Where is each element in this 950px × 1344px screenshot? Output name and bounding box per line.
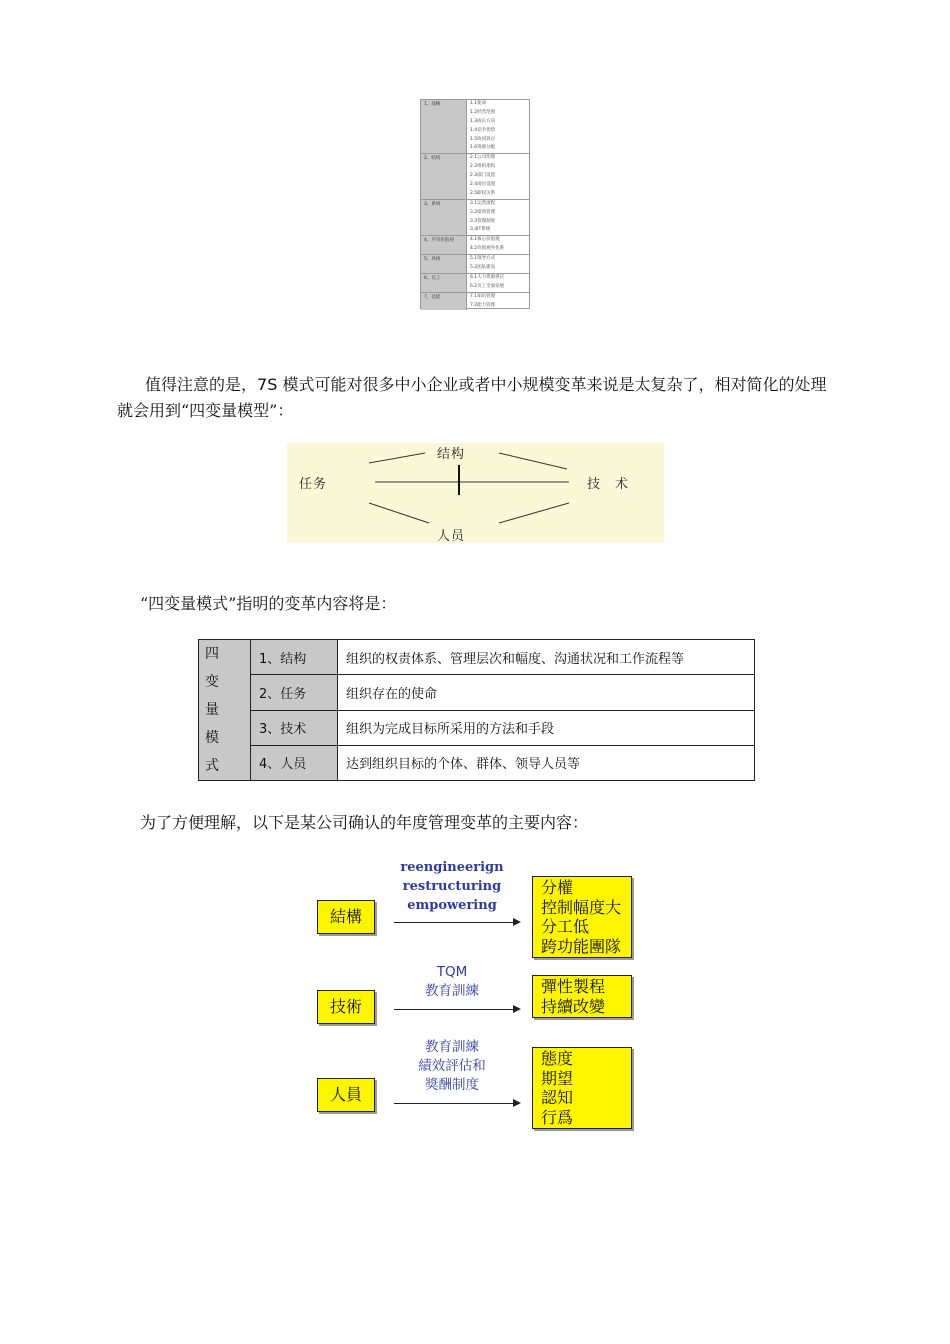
row-number-cell: 3、技术 xyxy=(251,710,338,745)
s7-group xyxy=(421,292,529,311)
row-description-cell: 组织的权责体系、管理层次和幅度、沟通状况和工作流程等 xyxy=(338,640,755,675)
result-line: 認知 xyxy=(541,1088,574,1107)
source-box-people: 人員 xyxy=(317,1078,375,1112)
paragraph-7s-note xyxy=(117,372,837,424)
row-description-cell: 达到组织目标的个体、群体、领导人员等 xyxy=(338,745,755,780)
s7-item: 1.5协同效应 xyxy=(470,136,496,142)
means-line: empowering xyxy=(407,898,497,913)
s7-item: 3.3管理制度 xyxy=(470,218,496,224)
s7-group xyxy=(421,100,529,153)
s7-item: 5.1领导方式 xyxy=(470,256,496,262)
result-line: 分工低 xyxy=(541,917,590,936)
s7-item: 2.3部门设置 xyxy=(470,173,496,179)
line-structure-tech xyxy=(499,453,567,469)
means-line: 績效評估和 xyxy=(418,1058,486,1074)
four-variable-table xyxy=(198,639,755,781)
s7-item: 2.1公司治理 xyxy=(470,155,496,161)
s7-item: 1.6资源分配 xyxy=(470,145,496,151)
result-box-structure xyxy=(532,876,632,958)
s7-item: 2.2组织架构 xyxy=(470,164,496,170)
means-structure xyxy=(382,858,522,915)
s7-item: 1.1使命 xyxy=(470,101,487,106)
s7-item: 3.4IT系统 xyxy=(470,227,491,233)
means-line: TQM xyxy=(436,964,468,980)
s7-group-name: 4、共享价值观 xyxy=(421,236,467,254)
row-description-cell: 组织为完成目标所采用的方法和手段 xyxy=(338,710,755,745)
s7-item: 3.2绩效管理 xyxy=(470,209,496,215)
table-row xyxy=(199,710,755,745)
s7-group xyxy=(421,153,529,198)
s7-item: 1.3成长方向 xyxy=(470,118,496,124)
label-technology: 技 术 xyxy=(587,477,630,492)
four-variable-lines xyxy=(287,443,664,543)
label-people: 人员 xyxy=(437,529,466,544)
label-structure: 结构 xyxy=(437,447,466,462)
s7-item: 2.4岗位设置 xyxy=(470,182,496,188)
means-line: 獎酬制度 xyxy=(425,1077,479,1093)
result-line: 態度 xyxy=(541,1049,574,1068)
table-row xyxy=(199,640,755,675)
four-variable-diagram xyxy=(287,443,664,543)
s7-item: 1.2经营范围 xyxy=(470,109,496,115)
s7-item: 6.1人力资源供应 xyxy=(470,274,505,280)
s7-item: 4.2价值观外化系 xyxy=(470,246,505,252)
paragraph-annual-change-intro: 为了方便理解，以下是某公司确认的年度管理变革的主要内容： xyxy=(140,813,589,832)
paragraph-7s-label: 7S xyxy=(257,375,278,394)
s7-group xyxy=(421,199,529,236)
s7-group-items xyxy=(467,154,529,198)
line-task-structure xyxy=(369,453,425,463)
result-line: 控制幅度大 xyxy=(541,897,622,917)
label-task: 任务 xyxy=(299,477,328,492)
result-line: 持續改變 xyxy=(541,996,606,1016)
result-line: 分權 xyxy=(541,878,574,897)
s7-group-items xyxy=(467,100,529,153)
source-box-technology: 技術 xyxy=(317,990,375,1024)
change-diagram xyxy=(300,855,650,1130)
s7-group-items xyxy=(467,236,529,254)
means-technology xyxy=(382,963,522,1001)
paragraph-four-variable-intro: “四变量模式”指明的变革内容将是： xyxy=(140,594,397,613)
s7-group-name: 3、系统 xyxy=(421,200,467,236)
s7-group-name: 6、员工 xyxy=(421,274,467,292)
s7-group-items xyxy=(467,200,529,236)
means-line: 教育訓練 xyxy=(425,983,479,999)
s7-item: 4.1核心价值观 xyxy=(470,237,500,243)
table-row xyxy=(199,745,755,780)
s7-group-name: 2、结构 xyxy=(421,154,467,198)
s7-group-name: 1、战略 xyxy=(421,100,467,153)
seven-s-table xyxy=(420,99,530,309)
result-box-people xyxy=(532,1047,632,1129)
table-header-cell: 四变量模式 xyxy=(199,640,251,781)
s7-group-name: 5、风格 xyxy=(421,255,467,273)
s7-group xyxy=(421,235,529,254)
s7-item: 7.2能力管理 xyxy=(470,302,496,308)
source-box-structure: 結構 xyxy=(317,900,375,934)
arrow-technology xyxy=(394,1009,518,1010)
result-line: 期望 xyxy=(541,1068,574,1088)
means-line: restructuring xyxy=(402,879,502,894)
result-line: 行爲 xyxy=(541,1107,574,1127)
arrow-people xyxy=(394,1103,518,1104)
line-people-tech xyxy=(499,503,569,523)
s7-item: 7.1知识管理 xyxy=(470,293,496,299)
paragraph-7s-note-post: 模式可能对很多中小企业或者中小规模变革来说是太复杂了，相对简化的处理就会用到“四变量模型”： xyxy=(117,375,827,420)
s7-group xyxy=(421,254,529,273)
arrow-structure xyxy=(394,922,518,923)
s7-item: 3.1运营流程 xyxy=(470,200,496,206)
s7-item: 1.4竞争优势 xyxy=(470,127,496,133)
result-line: 彈性製程 xyxy=(541,977,606,996)
result-line: 跨功能團隊 xyxy=(541,936,622,956)
row-description-cell: 组织存在的使命 xyxy=(338,675,755,710)
s7-group xyxy=(421,273,529,292)
s7-group-items xyxy=(467,293,529,311)
result-box-technology xyxy=(532,975,632,1018)
row-number-cell: 4、人员 xyxy=(251,745,338,780)
s7-group-name: 7、技能 xyxy=(421,293,467,311)
means-people xyxy=(382,1038,522,1095)
line-task-people xyxy=(369,503,429,523)
s7-item: 6.2员工全面发展 xyxy=(470,283,505,289)
s7-group-items xyxy=(467,255,529,273)
s7-item: 2.5职权关系 xyxy=(470,190,496,196)
means-line: reengineerign xyxy=(400,860,504,875)
s7-group-items xyxy=(467,274,529,292)
row-number-cell: 2、任务 xyxy=(251,675,338,710)
table-row xyxy=(199,675,755,710)
s7-item: 5.2团队建设 xyxy=(470,265,496,271)
means-line: 教育訓練 xyxy=(425,1039,479,1055)
row-number-cell: 1、结构 xyxy=(251,640,338,675)
paragraph-7s-note-pre: 值得注意的是， xyxy=(145,375,258,394)
